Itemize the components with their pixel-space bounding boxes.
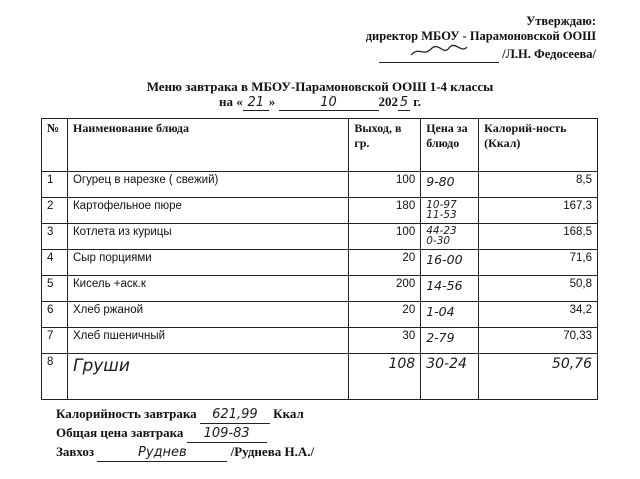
row-number: 1: [42, 172, 68, 198]
row-number: 6: [42, 302, 68, 328]
table-row: [42, 224, 598, 250]
menu-table: [41, 118, 598, 400]
dish-name: Сыр порциями: [67, 250, 348, 276]
dish-name: Груши: [67, 354, 348, 400]
dish-price: 30-24: [421, 354, 479, 400]
menu-title: Меню завтрака в МБОУ-Парамоновской ООШ 1-4 классы: [146, 79, 494, 94]
table-row: [42, 172, 598, 198]
dish-yield: 20: [349, 250, 421, 276]
dish-calories: 70,33: [479, 328, 598, 354]
dish-yield: 30: [349, 328, 421, 354]
dish-calories: 34,2: [479, 302, 598, 328]
dish-name: Огурец в нарезке ( свежий): [67, 172, 348, 198]
dish-yield: 108: [349, 354, 421, 400]
approval-title: Утверждаю:: [526, 14, 596, 28]
approval-block: [366, 14, 596, 63]
footer-manager: Завхоз Руднев /Руднева Н.А./: [56, 444, 315, 460]
dish-calories: 50,8: [479, 276, 598, 302]
row-number: 8: [42, 354, 68, 400]
dish-yield: 100: [349, 172, 421, 198]
table-row: [42, 328, 598, 354]
header-yield: Выход, в гр.: [349, 119, 421, 172]
table-row: [42, 250, 598, 276]
table-row: [42, 354, 598, 400]
table-header-row: [42, 119, 598, 172]
footer-calories: Калорийность завтрака 621,99 Ккал: [56, 406, 304, 422]
signature-scribble-icon: [409, 44, 469, 58]
dish-price: 16-00: [421, 250, 479, 276]
approval-position: директор МБОУ - Парамоновской ООШ: [365, 29, 596, 43]
dish-price: 2-79: [421, 328, 479, 354]
director-name: /Л.Н. Федосеева/: [502, 47, 596, 61]
dish-calories: 71,6: [479, 250, 598, 276]
date-year-digit: 5: [399, 95, 409, 110]
dish-calories: 8,5: [479, 172, 598, 198]
table-row: [42, 302, 598, 328]
dish-calories: 167,3: [479, 198, 598, 224]
table-row: [42, 198, 598, 224]
header-number: №: [42, 119, 68, 172]
dish-price: 14-56: [421, 276, 479, 302]
row-number: 5: [42, 276, 68, 302]
dish-price: 10-97 11-53: [421, 198, 479, 224]
row-number: 7: [42, 328, 68, 354]
header-calories: Калорий-ность (Ккал): [479, 119, 598, 172]
dish-yield: 20: [349, 302, 421, 328]
dish-yield: 200: [349, 276, 421, 302]
menu-date: на « 21 » 10 202 5 г.: [219, 94, 421, 110]
dish-calories: 168,5: [479, 224, 598, 250]
footer-block: [56, 405, 314, 462]
dish-name: Котлета из курицы: [67, 224, 348, 250]
table-row: [42, 276, 598, 302]
director-signature: [379, 44, 499, 63]
manager-signature: Руднев: [97, 444, 227, 462]
dish-name: Хлеб пшеничный: [67, 328, 348, 354]
row-number: 2: [42, 198, 68, 224]
manager-name: /Руднева Н.А./: [230, 444, 315, 459]
total-price: 109-83: [187, 425, 267, 443]
header-dish-name: Наименование блюда: [67, 119, 348, 172]
total-calories: 621,99: [200, 406, 270, 424]
dish-calories: 50,76: [479, 354, 598, 400]
approval-signature-line: [366, 44, 596, 63]
dish-name: Картофельное пюре: [67, 198, 348, 224]
row-number: 3: [42, 224, 68, 250]
dish-name: Кисель +аск.к: [67, 276, 348, 302]
row-number: 4: [42, 250, 68, 276]
date-month: 10: [279, 95, 379, 111]
dish-yield: 100: [349, 224, 421, 250]
header-price: Цена за блюдо: [421, 119, 479, 172]
dish-price: 9-80: [421, 172, 479, 198]
footer-price: Общая цена завтрака 109-83: [56, 424, 314, 443]
dish-price: 44-23 0-30: [421, 224, 479, 250]
dish-name: Хлеб ржаной: [67, 302, 348, 328]
date-day: 21: [243, 95, 269, 111]
dish-price: 1-04: [421, 302, 479, 328]
page-title: [0, 79, 640, 111]
dish-yield: 180: [349, 198, 421, 224]
